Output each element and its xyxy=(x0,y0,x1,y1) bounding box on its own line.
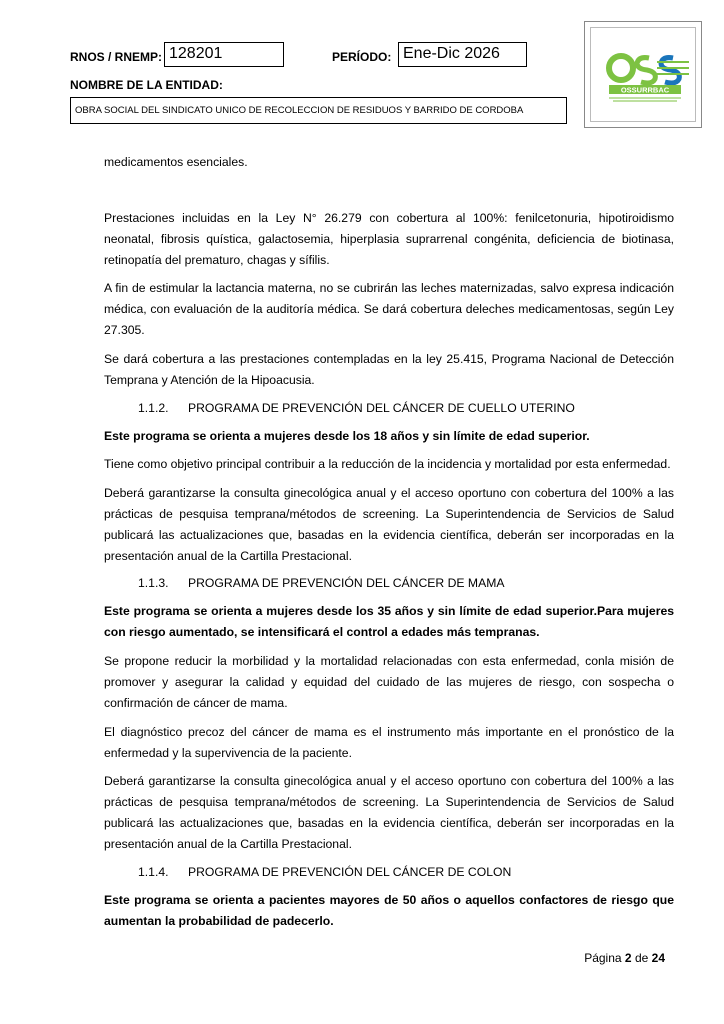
entidad-label: NOMBRE DE LA ENTIDAD: xyxy=(70,78,223,92)
section-number: 1.1.4. xyxy=(138,865,169,879)
page-number xyxy=(584,951,665,965)
page-current: 2 xyxy=(624,951,632,965)
periodo-value-field: Ene-Dic 2026 xyxy=(398,42,527,67)
paragraph-mama-objetivo: Se propone reducir la morbilidad y la mortalidad relacionadas con esta enfermedad, conla misión de promover y asegurar la calidad y equidad del cuidado de las mujeres de riesgo, con sospecha o confirmación de cáncer de mama. xyxy=(104,654,674,710)
paragraph-mama-diagnostico: El diagnóstico precoz del cáncer de mama es el instrumento más importante en el pronóstico de la enfermedad y la supervivencia de la paciente. xyxy=(104,725,674,760)
logo-text: OSSURRBAC xyxy=(620,85,670,95)
logo-frame xyxy=(584,21,702,128)
paragraph-lactancia: A fin de estimular la lactancia materna, no se cubrirán las leches maternizadas, salvo expresa indicación médica, con evaluación de la auditoría médica. Se dará cobertura deleches medicamentosas, según Ley 27.305. xyxy=(104,281,674,337)
periodo-label: PERÍODO: xyxy=(332,50,392,64)
paragraph-mama-consulta: Deberá garantizarse la consulta ginecológica anual y el acceso oportuno con cobertura del 100% a las prácticas de pesquisa temprana/métodos de screening. La Superintendencia de Servicios de Salud publicará las actualizaciones que, basadas en la evidencia científica, deberán ser incorporadas en la presentación anual de la Cartilla Prestacional. xyxy=(104,774,674,851)
section-number: 1.1.2. xyxy=(138,401,169,415)
paragraph-mama-target: Este programa se orienta a mujeres desde los 35 años y sin límite de edad superior.Para mujeres con riesgo aumentado, se intensificará el control a edades más tempranas. xyxy=(104,604,674,639)
entidad-value-field: OBRA SOCIAL DEL SINDICATO UNICO DE RECOLECCION DE RESIDUOS Y BARRIDO DE CORDOBA xyxy=(70,97,567,124)
paragraph-hipoacusia: Se dará cobertura a las prestaciones contempladas en la ley 25.415, Programa Nacional de Detección Temprana y Atención de la Hipoacusia. xyxy=(104,352,674,387)
section-heading-1-1-4 xyxy=(138,862,511,883)
paragraph-cuello-target: Este programa se orienta a mujeres desde los 18 años y sin límite de edad superior. xyxy=(104,429,590,443)
ossurrbac-logo-icon xyxy=(591,28,695,121)
rnos-value-field: 128201 xyxy=(164,42,284,67)
page-total: 24 xyxy=(651,951,665,965)
paragraph-medicamentos: medicamentos esenciales. xyxy=(104,155,248,169)
section-title: PROGRAMA DE PREVENCIÓN DEL CÁNCER DE COLON xyxy=(188,865,512,879)
paragraph-colon-target: Este programa se orienta a pacientes mayores de 50 años o aquellos confactores de riesgo que aumentan la probabilidad de padecerlo. xyxy=(104,893,674,928)
page-separator: de xyxy=(634,951,649,965)
section-heading-1-1-2 xyxy=(138,398,575,419)
section-heading-1-1-3 xyxy=(138,573,504,594)
ossurrbac-logo xyxy=(590,27,696,122)
rnos-label: RNOS / RNEMP: xyxy=(70,50,163,64)
paragraph-ley-26279: Prestaciones incluidas en la Ley N° 26.279 con cobertura al 100%: fenilcetonuria, hipotiroidismo neonatal, fibrosis quística, galactosemia, hiperplasia suprarrenal congénita, deficiencia de biotinasa, retinopatía del prematuro, chagas y sífilis. xyxy=(104,211,674,267)
section-number: 1.1.3. xyxy=(138,576,169,590)
section-title: PROGRAMA DE PREVENCIÓN DEL CÁNCER DE MAMA xyxy=(188,576,505,590)
section-title: PROGRAMA DE PREVENCIÓN DEL CÁNCER DE CUELLO UTERINO xyxy=(188,401,575,415)
paragraph-cuello-objetivo: Tiene como objetivo principal contribuir a la reducción de la incidencia y mortalidad por esta enfermedad. xyxy=(104,457,671,471)
paragraph-cuello-consulta: Deberá garantizarse la consulta ginecológica anual y el acceso oportuno con cobertura del 100% a las prácticas de pesquisa temprana/métodos de screening. La Superintendencia de Servicios de Salud publicará las actualizaciones que, basadas en la evidencia científica, deberán ser incorporadas en la presentación anual de la Cartilla Prestacional. xyxy=(104,486,674,563)
page-prefix: Página xyxy=(584,951,622,965)
